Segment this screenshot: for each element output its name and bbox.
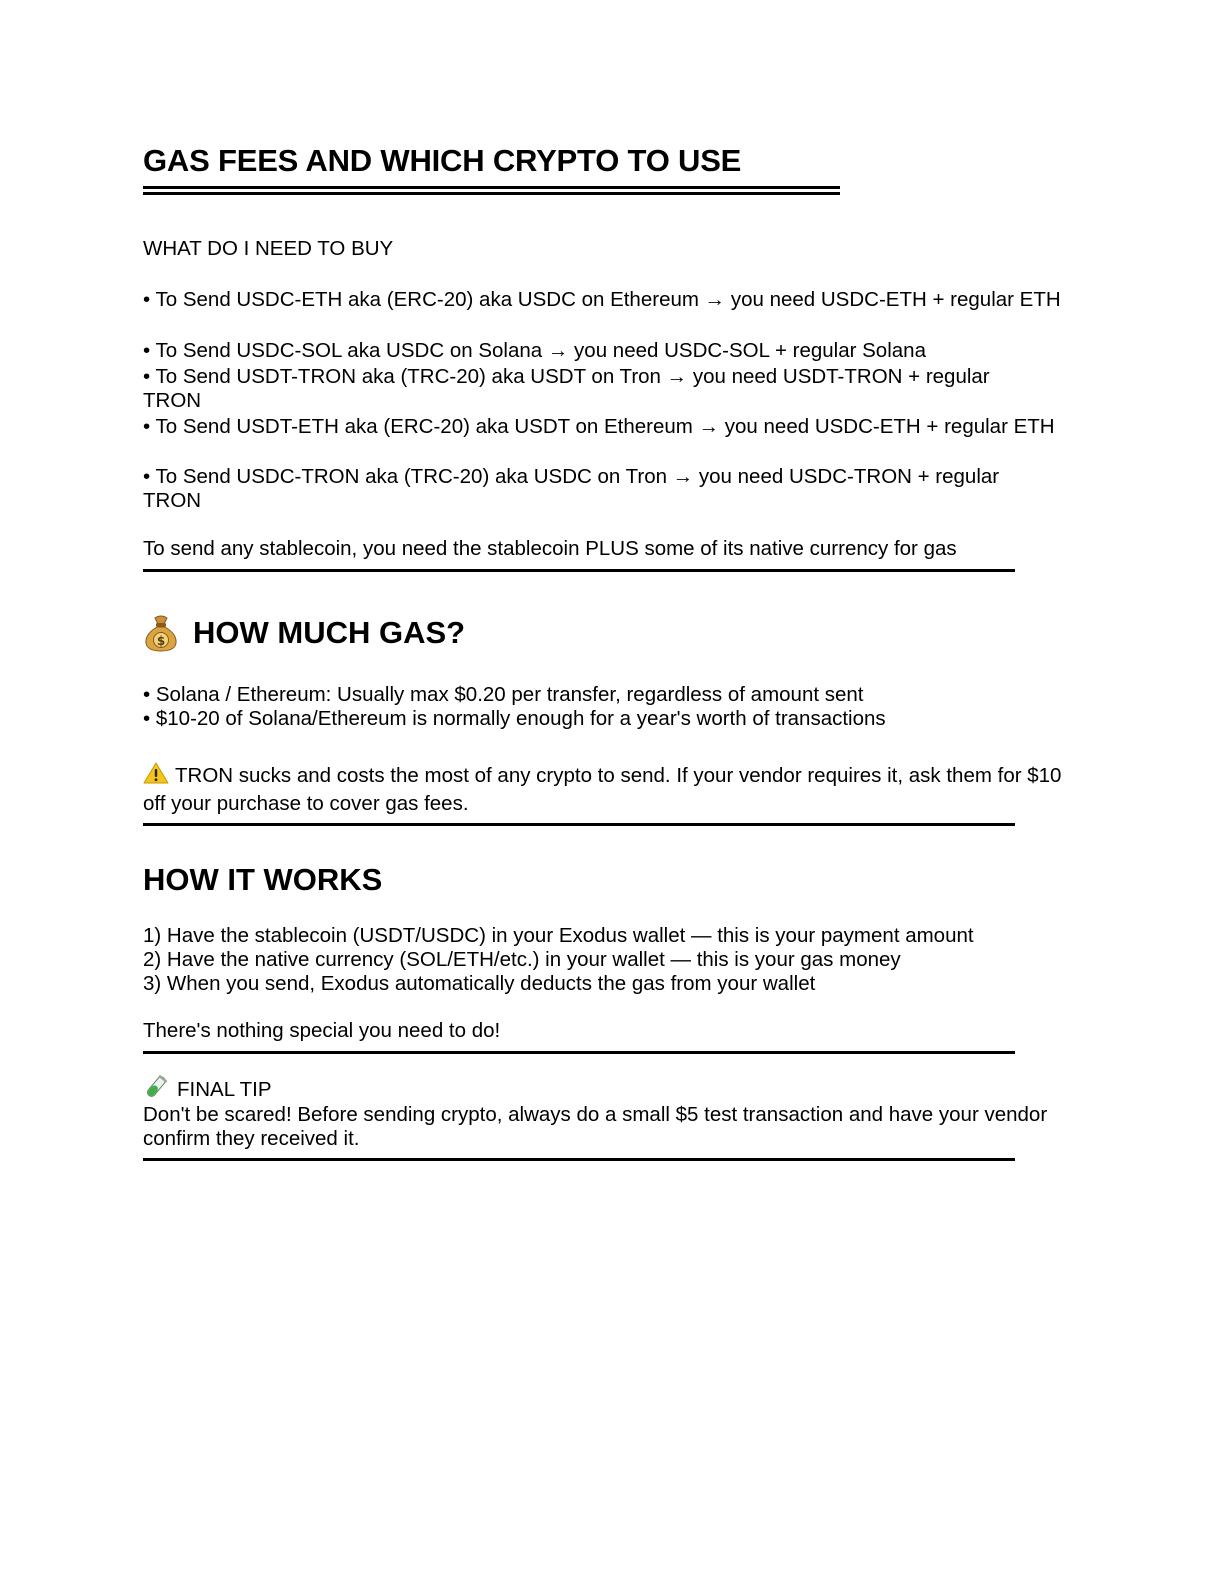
step-item: 1) Have the stablecoin (USDT/USDC) in your Exodus wallet — this is your payment amount <box>143 924 974 947</box>
section-heading-how-it-works: HOW IT WORKS <box>143 862 383 897</box>
section-heading-what-to-buy: WHAT DO I NEED TO BUY <box>143 237 394 260</box>
stablecoin-summary: To send any stablecoin, you need the stablecoin PLUS some of its native currency for gas <box>143 537 957 560</box>
section-divider <box>143 569 1015 572</box>
list-item <box>143 415 1058 439</box>
test-tube-icon <box>143 1075 169 1099</box>
list-item <box>143 465 1053 513</box>
warning-text: TRON sucks and costs the most of any crypto to send. If your vendor requires it, ask them for $10 off your purchase to cover gas fees. <box>143 764 1062 815</box>
step-item: 2) Have the native currency (SOL/ETH/etc.) in your wallet — this is your gas money <box>143 948 901 971</box>
list-item-text: • To Send USDC-SOL aka USDC on Solana → you need USDC-SOL + regular Solana <box>143 339 926 362</box>
list-item: • Solana / Ethereum: Usually max $0.20 per transfer, regardless of amount sent <box>143 683 864 706</box>
nothing-special-note: There's nothing special you need to do! <box>143 1019 501 1042</box>
step-item: 3) When you send, Exodus automatically deducts the gas from your wallet <box>143 972 816 995</box>
list-item <box>143 365 1038 413</box>
list-item-text: • To Send USDC-TRON aka (TRC-20) aka USDC on Tron → you need USDC-TRON + regular TRON <box>143 465 1000 512</box>
list-item-text: • To Send USDT-ETH aka (ERC-20) aka USDT on Ethereum → you need USDC-ETH + regular ETH <box>143 415 1055 438</box>
final-tip-heading-text: FINAL TIP <box>177 1078 272 1101</box>
page-title: GAS FEES AND WHICH CRYPTO TO USE <box>143 143 742 178</box>
section-divider <box>143 823 1015 826</box>
section-heading-how-much-gas <box>143 614 465 652</box>
list-item-text: • To Send USDC-ETH aka (ERC-20) aka USDC on Ethereum → you need USDC-ETH + regular ETH <box>143 288 1061 311</box>
list-item <box>143 339 926 363</box>
list-item <box>143 288 1068 312</box>
final-tip-heading <box>143 1075 272 1102</box>
section-divider <box>143 1051 1015 1054</box>
money-bag-icon <box>143 614 179 652</box>
svg-text:$: $ <box>156 634 166 648</box>
section-divider <box>143 1158 1015 1161</box>
title-double-rule <box>143 186 840 195</box>
warning-icon <box>143 762 169 784</box>
heading-text: HOW MUCH GAS? <box>193 615 466 650</box>
final-tip-body: Don't be scared! Before sending crypto, always do a small $5 test transaction and have your vendor confirm they received it. <box>143 1103 1048 1150</box>
tron-warning <box>143 762 1063 818</box>
list-item-text: • To Send USDT-TRON aka (TRC-20) aka USDT on Tron → you need USDT-TRON + regular TRON <box>143 365 990 412</box>
list-item: • $10-20 of Solana/Ethereum is normally enough for a year's worth of transactions <box>143 707 886 730</box>
